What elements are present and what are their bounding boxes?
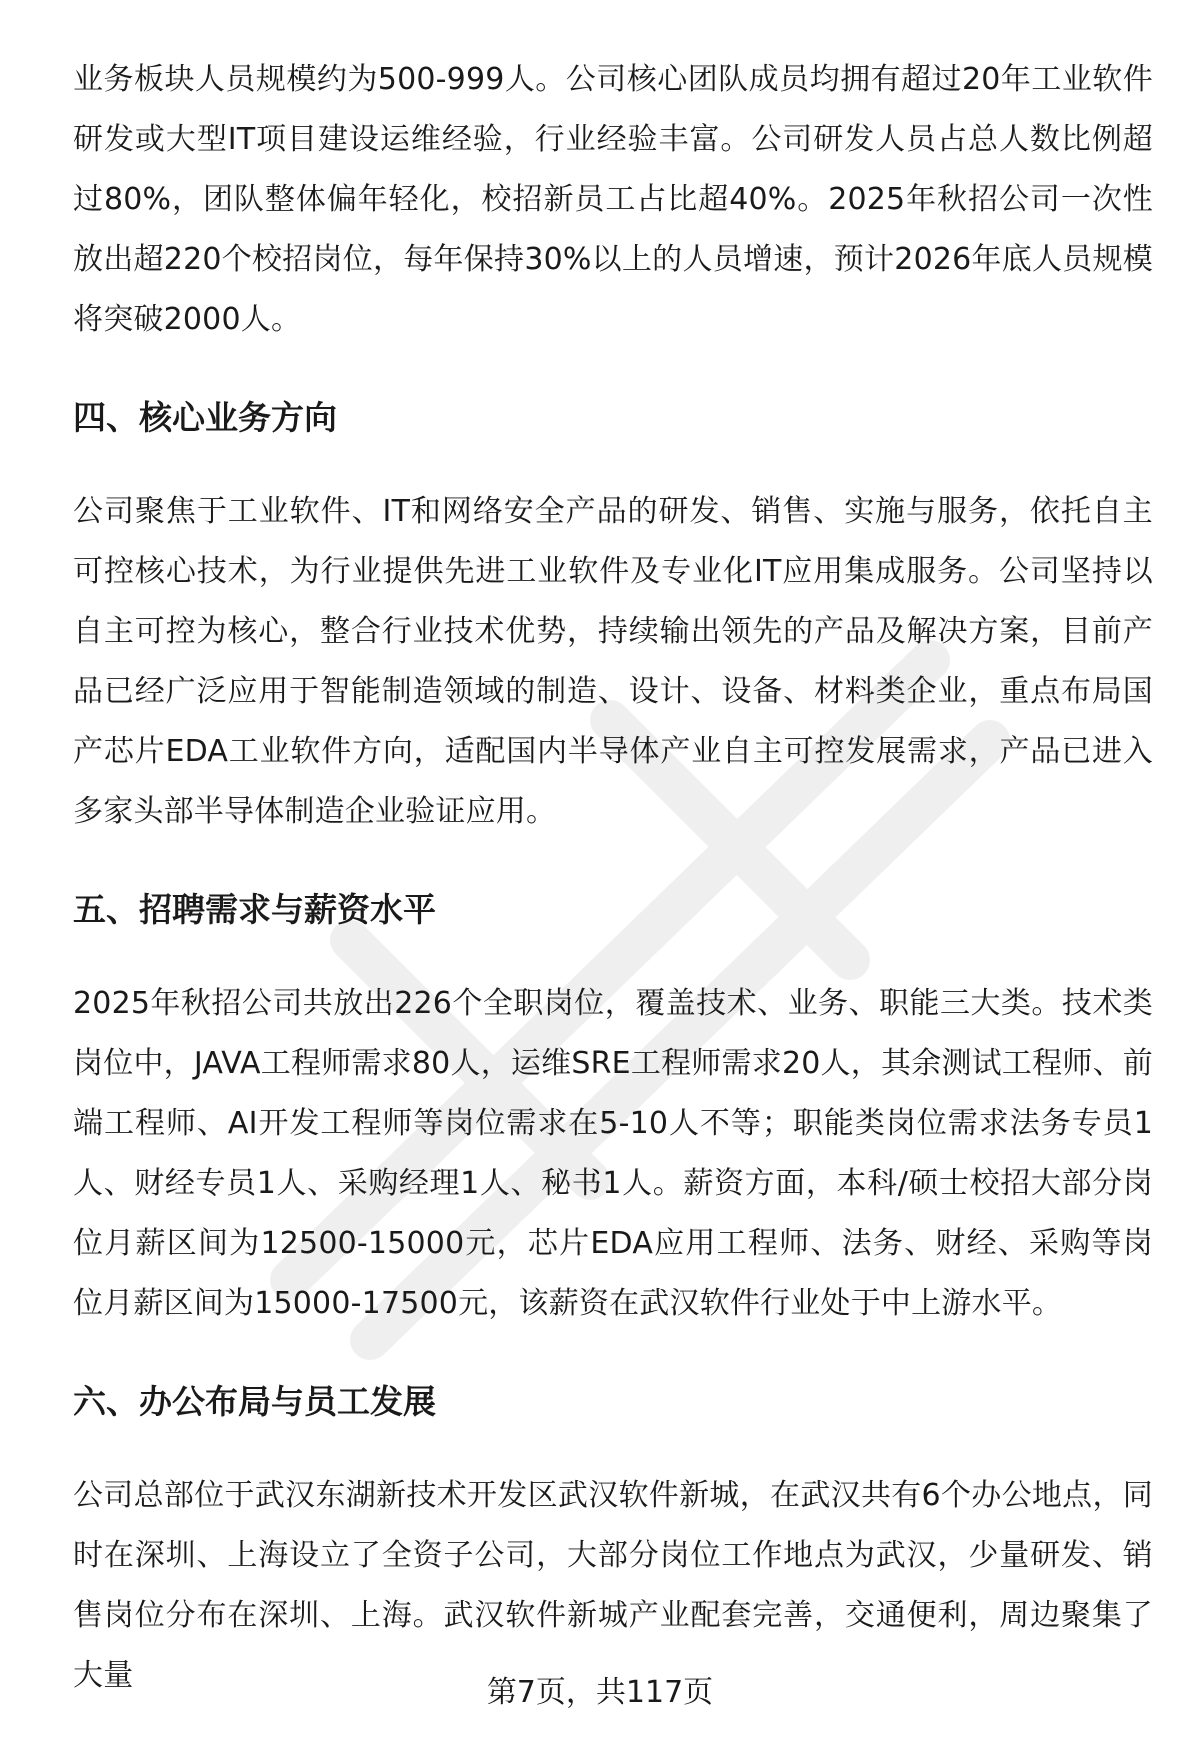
paragraph-core-business: 公司聚焦于工业软件、IT和网络安全产品的研发、销售、实施与服务，依托自主可控核心技术，为行业提供先进工业软件及专业化IT应用集成服务。公司坚持以自主可控为核心，整合行业技术优势，持续输出领先的产品及解决方案，目前产品已经广泛应用于智能制造领域的制造、设计、设备、材料类企业，重点布局国产芯片EDA工业软件方向，适配国内半导体产业自主可控发展需求，产品已进入多家头部半导体制造企业验证应用。: [73, 494, 1153, 829]
paragraph-office: 公司总部位于武汉东湖新技术开发区武汉软件新城，在武汉共有6个办公地点，同时在深圳、上海设立了全资子公司，大部分岗位工作地点为武汉，少量研发、销售岗位分布在深圳、上海。武汉软件新城产业配套完善，交通便利，周边聚集了大量: [73, 1478, 1153, 1693]
section-heading-office: 六、办公布局与员工发展: [73, 1382, 436, 1421]
section-heading-recruitment: 五、招聘需求与薪资水平: [73, 890, 436, 929]
section-heading-core-business: 四、核心业务方向: [73, 398, 337, 437]
page-number: 第7页，共117页: [486, 1675, 714, 1710]
paragraph-recruitment: 2025年秋招公司共放出226个全职岗位，覆盖技术、业务、职能三大类。技术类岗位中，JAVA工程师需求80人，运维SRE工程师需求20人，其余测试工程师、前端工程师、AI开发工程师等岗位需求在5-10人不等；职能类岗位需求法务专员1人、财经专员1人、采购经理1人、秘书1人。薪资方面，本科/硕士校招大部分岗位月薪区间为12500-15000元，芯片EDA应用工程师、法务、财经、采购等岗位月薪区间为15000-17500元，该薪资在武汉软件行业处于中上游水平。: [73, 986, 1153, 1321]
document-body: [73, 50, 1153, 1706]
paragraph-team-size: 业务板块人员规模约为500-999人。公司核心团队成员均拥有超过20年工业软件研发或大型IT项目建设运维经验，行业经验丰富。公司研发人员占总人数比例超过80%，团队整体偏年轻化，校招新员工占比超40%。2025年秋招公司一次性放出超220个校招岗位，每年保持30%以上的人员增速，预计2026年底人员规模将突破2000人。: [73, 62, 1153, 337]
